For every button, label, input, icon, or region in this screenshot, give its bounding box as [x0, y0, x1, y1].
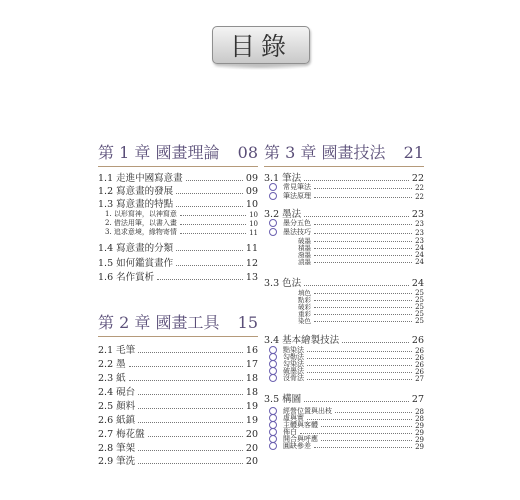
toc-entry-title: 潑墨	[298, 251, 311, 259]
toc-entry-title: 2.9 筆洗	[98, 456, 136, 467]
dot-leader	[314, 248, 412, 249]
toc-entry-page: 24	[411, 278, 424, 289]
toc-entry-title: 破彩	[298, 303, 311, 311]
toc-entry-page: 25	[415, 317, 424, 325]
toc-entry-title: 開合與呼應	[283, 435, 318, 443]
toc-entry-title: 2.5 顏料	[98, 401, 136, 412]
dot-leader	[307, 419, 412, 420]
toc-entry-title: 墨法技巧	[283, 228, 311, 236]
chapter-1-title: 第 1 章 國畫理論	[98, 143, 220, 162]
dot-leader	[314, 447, 412, 448]
toc-entry[interactable]	[264, 374, 424, 383]
toc-entry-page: 26	[415, 361, 424, 369]
toc-entry-title: 點染法	[283, 346, 304, 354]
dot-leader	[307, 372, 412, 373]
toc-entry-title: 勾勒法	[283, 353, 304, 361]
toc-entry-title: 勾染法	[283, 360, 304, 368]
toc-entry[interactable]	[98, 385, 258, 398]
chapter-1	[98, 140, 258, 283]
toc-entry-page: 18	[245, 387, 258, 398]
toc-entry-title: 點彩	[298, 296, 311, 304]
toc-entry-page: 10	[245, 199, 258, 210]
title-banner	[0, 26, 520, 66]
dot-leader	[314, 224, 412, 225]
toc-entry-title: 1.2 寫意畫的發展	[98, 186, 174, 197]
chapter-3-title: 第 3 章 國畫技法	[264, 143, 386, 162]
toc-entry-title: 積墨	[298, 244, 311, 252]
toc-entry[interactable]	[98, 399, 258, 412]
toc-entry-page: 29	[415, 436, 424, 444]
toc-entry-title: 破墨	[298, 237, 311, 245]
dot-leader	[314, 188, 412, 189]
toc-entry-page: 28	[415, 408, 424, 416]
circle-bullet-icon	[269, 183, 277, 191]
circle-bullet-icon	[269, 228, 277, 236]
dot-leader	[176, 206, 243, 207]
toc-entry-page: 26	[411, 335, 424, 346]
toc-entry[interactable]	[98, 343, 258, 356]
toc-entry-title: 重彩	[298, 310, 311, 318]
toc-entry-page: 10	[249, 211, 258, 219]
dot-leader	[304, 401, 409, 402]
toc-entry-title: 3.3 色法	[264, 278, 302, 289]
toc-entry-page: 25	[415, 289, 424, 297]
toc-entry[interactable]	[264, 228, 424, 237]
dot-leader	[321, 426, 412, 427]
toc-entry-page: 24	[415, 258, 424, 266]
title-shadow	[210, 64, 310, 70]
toc-entry-title: 經營位置與出枝	[283, 407, 332, 415]
dot-leader	[157, 279, 243, 280]
dot-leader	[138, 422, 243, 423]
dot-leader	[138, 394, 243, 395]
toc-entry-title: 2.6 紙鎮	[98, 415, 136, 426]
toc-entry-title: 1.5 如何鑑賞畫作	[98, 258, 174, 269]
toc-entry-page: 23	[415, 237, 424, 245]
toc-entry-page: 27	[415, 375, 424, 383]
dot-leader	[314, 255, 412, 256]
dot-leader	[307, 365, 412, 366]
chapter-1-heading	[98, 140, 258, 167]
toc-entry-page: 22	[415, 184, 424, 192]
chapter-2	[98, 310, 258, 467]
toc-entry-title: 2.1 毛筆	[98, 345, 136, 356]
toc-entry-page: 29	[415, 422, 424, 430]
toc-entry-title: 漬墨	[298, 258, 311, 266]
dot-leader	[314, 300, 412, 301]
toc-entry-title: 墨分五色	[283, 219, 311, 227]
dot-leader	[314, 293, 412, 294]
dot-leader	[180, 224, 246, 225]
toc-entry-page: 18	[245, 373, 258, 384]
dot-leader	[314, 233, 412, 234]
toc-entry-page: 23	[411, 209, 424, 220]
toc-entry[interactable]	[98, 357, 258, 370]
toc-entry[interactable]	[264, 392, 424, 405]
toc-entry-page: 11	[245, 243, 258, 254]
toc-entry[interactable]	[264, 258, 424, 266]
toc-entry-page: 24	[415, 251, 424, 259]
circle-bullet-icon	[269, 374, 277, 382]
toc-entry-page: 29	[415, 429, 424, 437]
toc-entry-title: 虛與實	[283, 414, 304, 422]
toc-entry-page: 24	[415, 244, 424, 252]
toc-entry[interactable]	[264, 317, 424, 325]
dot-leader	[186, 180, 243, 181]
toc-entry-title: 2.8 筆架	[98, 443, 136, 454]
toc-entry-page: 22	[411, 173, 424, 184]
toc-entry-page: 17	[245, 359, 258, 370]
dot-leader	[314, 262, 412, 263]
circle-bullet-icon	[269, 442, 277, 450]
toc-entry-title: 3.5 構圖	[264, 394, 302, 405]
dot-leader	[335, 412, 412, 413]
toc-entry-title: 1. 以形寫神，以神寫意	[105, 210, 177, 218]
dot-leader	[304, 216, 409, 217]
toc-entry-page: 26	[415, 368, 424, 376]
chapter-3-heading	[264, 140, 424, 167]
toc-entry-page: 12	[245, 258, 258, 269]
toc-entry[interactable]	[264, 442, 424, 451]
toc-entry-title: 2.7 梅花盤	[98, 429, 145, 440]
dot-leader	[176, 193, 243, 194]
dot-leader	[176, 265, 243, 266]
toc-entry-title: 1.1 走進中國寫意畫	[98, 173, 183, 184]
toc-entry[interactable]	[98, 454, 258, 467]
chapter-2-heading	[98, 310, 258, 337]
dot-leader	[148, 436, 243, 437]
toc-entry-page: 28	[415, 415, 424, 423]
title-tab	[212, 26, 310, 64]
toc-entry-page: 19	[245, 415, 258, 426]
toc-entry-title: 2.2 墨	[98, 359, 126, 370]
toc-entry-title: 1.6 名作賞析	[98, 272, 155, 283]
toc-entry-title: 佈白	[283, 428, 297, 436]
toc-entry[interactable]	[98, 227, 258, 237]
toc-entry-title: 2.3 紙	[98, 373, 126, 384]
toc-entry-title: 筆法原理	[283, 192, 311, 200]
toc-entry-title: 1.4 寫意畫的分類	[98, 243, 174, 254]
toc-entry-page: 25	[415, 310, 424, 318]
toc-entry[interactable]	[98, 413, 258, 426]
toc-entry-page: 13	[245, 272, 258, 283]
toc-entry-page: 19	[245, 401, 258, 412]
toc-entry-page: 23	[415, 229, 424, 237]
dot-leader	[314, 314, 412, 315]
chapter-2-title: 第 2 章 國畫工具	[98, 313, 220, 332]
toc-entry-page: 22	[415, 193, 424, 201]
toc-entry[interactable]	[98, 371, 258, 384]
toc-entry-title: 沒骨法	[283, 374, 304, 382]
toc-entry-page: 25	[415, 296, 424, 304]
toc-entry-title: 3. 追求意境，緣物寄情	[105, 228, 177, 236]
toc-entry-page: 29	[415, 443, 424, 451]
toc-entry-title: 3.1 筆法	[264, 173, 302, 184]
dot-leader	[314, 307, 412, 308]
toc-entry[interactable]	[98, 427, 258, 440]
toc-entry-title: 主體與客體	[283, 421, 318, 429]
dot-leader	[138, 352, 243, 353]
dot-leader	[129, 366, 243, 367]
toc-entry-title: 3.4 基本繪製技法	[264, 335, 340, 346]
chapter-1-page: 08	[237, 143, 258, 162]
toc-entry-title: 2.4 硯台	[98, 387, 136, 398]
toc-entry-page: 20	[245, 429, 258, 440]
toc-entry-page: 27	[411, 394, 424, 405]
dot-leader	[129, 380, 243, 381]
toc-entry-page: 20	[245, 456, 258, 467]
dot-leader	[342, 342, 409, 343]
toc-entry-title: 3.2 墨法	[264, 209, 302, 220]
toc-entry-page: 16	[245, 345, 258, 356]
toc-entry-page: 20	[245, 443, 258, 454]
dot-leader	[138, 450, 243, 451]
dot-leader	[304, 180, 409, 181]
toc-entry[interactable]	[264, 192, 424, 201]
page-title: 目錄	[229, 32, 292, 61]
toc-entry[interactable]	[98, 270, 258, 283]
toc-entry-title: 破墨法	[283, 367, 304, 375]
toc-entry-page: 26	[415, 347, 424, 355]
toc-entry-title: 圓缺參差	[283, 442, 311, 450]
toc-entry-title: 常見筆法	[283, 183, 311, 191]
dot-leader	[314, 241, 412, 242]
chapter-3	[264, 140, 424, 451]
toc-entry-page: 09	[245, 186, 258, 197]
dot-leader	[307, 358, 412, 359]
toc-entry-page: 11	[249, 229, 258, 237]
toc-entry[interactable]	[98, 256, 258, 269]
toc-entry-title: 2. 借法用筆，以書入畫	[105, 219, 177, 227]
toc-entry-title: 1.3 寫意畫的特點	[98, 199, 174, 210]
toc-entry-page: 26	[415, 354, 424, 362]
circle-bullet-icon	[269, 192, 277, 200]
dot-leader	[180, 233, 246, 234]
dot-leader	[138, 408, 243, 409]
dot-leader	[314, 197, 412, 198]
toc-entry-title: 填色	[298, 289, 311, 297]
chapter-3-page: 21	[403, 143, 424, 162]
toc-entry[interactable]	[264, 276, 424, 289]
toc-entry[interactable]	[98, 241, 258, 254]
dot-leader	[304, 285, 409, 286]
dot-leader	[307, 379, 412, 380]
chapter-2-page: 15	[237, 313, 258, 332]
circle-bullet-icon	[269, 219, 277, 227]
dot-leader	[176, 250, 243, 251]
dot-leader	[307, 351, 412, 352]
dot-leader	[138, 463, 243, 464]
toc-entry-page: 10	[249, 220, 258, 228]
dot-leader	[321, 440, 412, 441]
toc-entry-page: 09	[245, 173, 258, 184]
toc-entry-page: 25	[415, 303, 424, 311]
toc-entry-page: 23	[415, 220, 424, 228]
dot-leader	[180, 215, 246, 216]
toc-entry-title: 染色	[298, 317, 311, 325]
dot-leader	[314, 321, 412, 322]
